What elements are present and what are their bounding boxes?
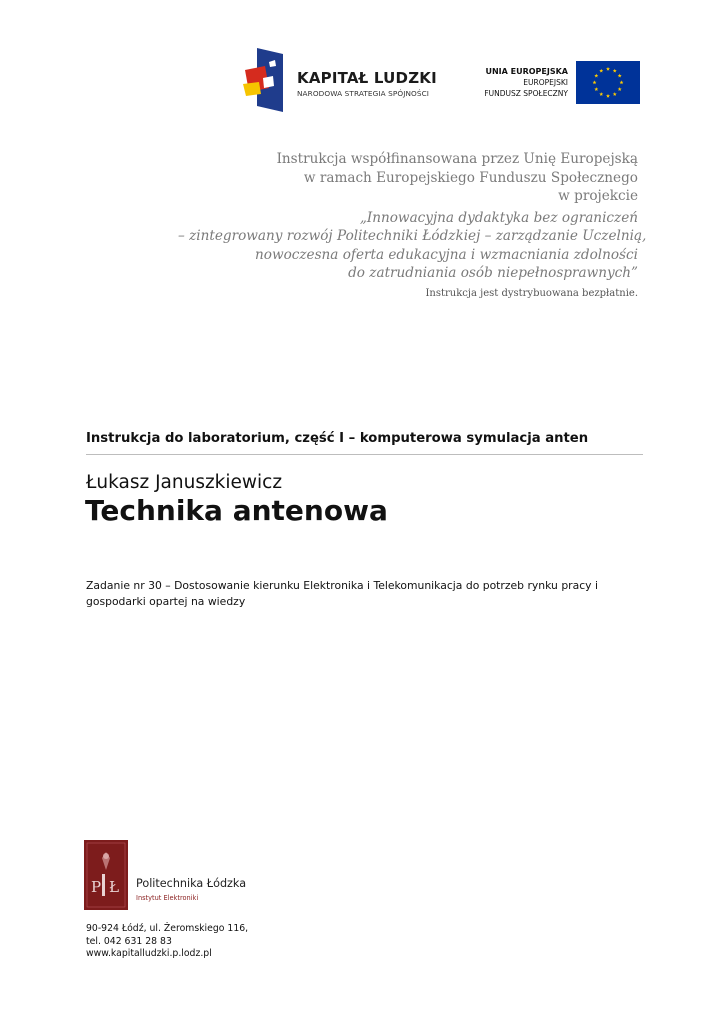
free-distribution-note: Instrukcja jest dystrybuowana bezpłatnie. <box>425 287 638 299</box>
website-link[interactable]: www.kapitalludzki.p.lodz.pl <box>86 948 212 959</box>
page-title: Technika antenowa <box>85 494 388 527</box>
lab-title: Instrukcja do laboratorium, część I – komputerowa symulacja anten <box>86 431 589 446</box>
svg-text:P: P <box>91 878 102 896</box>
kapital-ludzki-logo <box>243 48 443 114</box>
task-description: Zadanie nr 30 – Dostosowanie kierunku Elektronika i Telekomunikacja do potrzeb rynku pracy i gospodarki opartej na wiedzy <box>86 579 598 608</box>
cofinancing-line2: w ramach Europejskiego Funduszu Społecznego <box>303 169 638 186</box>
eu-flag-icon <box>576 61 640 104</box>
kapital-ludzki-flag-icon <box>243 48 283 112</box>
kapital-ludzki-title: KAPITAŁ LUDZKI <box>297 69 437 87</box>
institute-name: Instytut Elektroniki <box>136 894 199 902</box>
title-divider <box>86 454 643 455</box>
kapital-ludzki-subtitle: NARODOWA STRATEGIA SPÓJNOŚCI <box>297 89 430 98</box>
project-name-line4: do zatrudniania osób niepełnosprawnych” <box>348 265 638 281</box>
university-name: Politechnika Łódzka <box>136 877 247 890</box>
cofinancing-line1: Instrukcja współfinansowana przez Unię Europejską <box>276 151 638 167</box>
politechnika-lodzka-logo <box>84 840 324 912</box>
project-name-line3: nowoczesna oferta edukacyjna i wzmacniania zdolności <box>255 246 638 263</box>
eu-line1: UNIA EUROPEJSKA <box>485 67 568 76</box>
eu-text <box>484 66 568 99</box>
svg-text:Ł: Ł <box>109 878 120 896</box>
cofinancing-block <box>178 150 647 301</box>
address-block <box>86 923 248 961</box>
university-emblem-icon <box>84 840 128 910</box>
cofinancing-line3: w projekcie <box>558 188 638 204</box>
project-name-line2: – zintegrowany rozwój Politechniki Łódzkiej – zarządzanie Uczelnią, <box>178 228 647 244</box>
street-address: 90-924 Łódź, ul. Żeromskiego 116, <box>86 923 249 934</box>
author: Łukasz Januszkiewicz <box>86 472 283 493</box>
eu-logo <box>480 60 640 106</box>
phone-number: tel. 042 631 28 83 <box>86 935 172 947</box>
project-name-line1: „Innowacyjna dydaktyka bez ograniczeń <box>359 209 638 226</box>
eu-line3: FUNDUSZ SPOŁECZNY <box>484 89 568 98</box>
eu-line2: EUROPEJSKI <box>523 78 568 87</box>
